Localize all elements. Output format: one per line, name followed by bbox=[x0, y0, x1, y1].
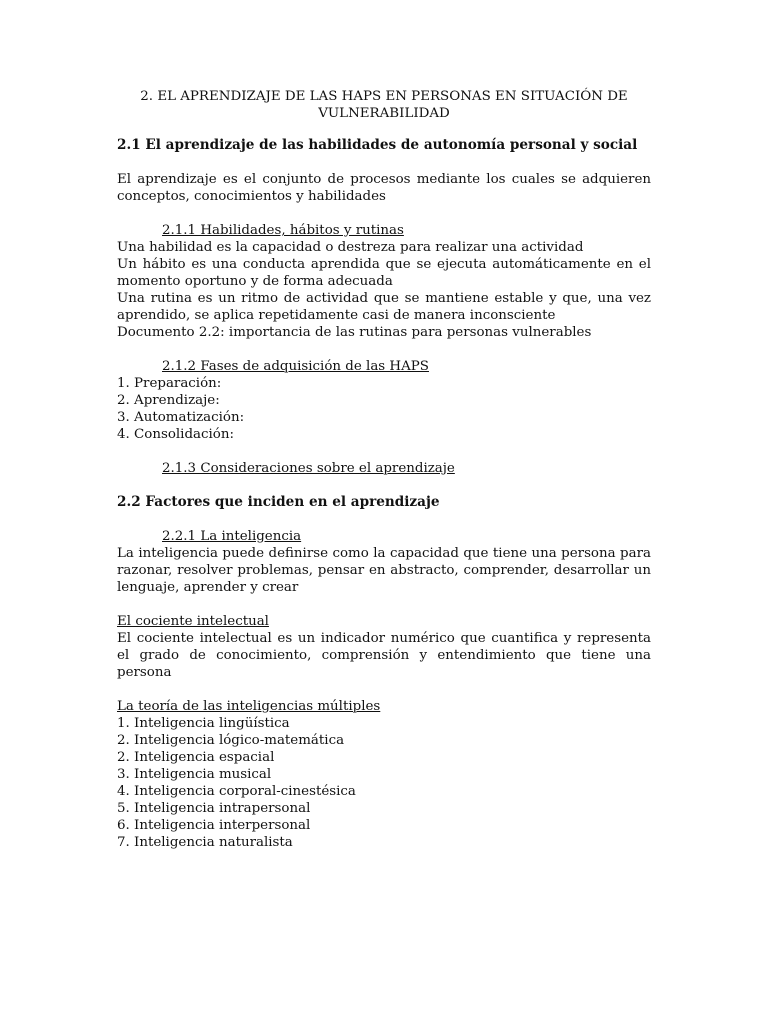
rutina-definition: Una rutina es un ritmo de actividad que se mantiene estable y que, una vez aprendido, se aplica repetidamente casi de manera inconsciente bbox=[117, 291, 651, 323]
list-item: 5. Inteligencia intrapersonal bbox=[117, 801, 311, 816]
section-2-1-intro: El aprendizaje es el conjunto de procesos mediante los cuales se adquieren conceptos, conocimientos y habilidades bbox=[117, 172, 651, 204]
subsection-2-1-1-heading: 2.1.1 Habilidades, hábitos y rutinas bbox=[162, 223, 404, 238]
documento-reference: Documento 2.2: importancia de las rutinas para personas vulnerables bbox=[117, 325, 592, 340]
list-item: 4. Consolidación: bbox=[117, 427, 234, 442]
inteligencias-multiples-heading: La teoría de las inteligencias múltiples bbox=[117, 699, 381, 714]
section-2-1-heading: 2.1 El aprendizaje de las habilidades de autonomía personal y social bbox=[117, 137, 638, 153]
cociente-intelectual-heading: El cociente intelectual bbox=[117, 614, 269, 629]
list-item: 6. Inteligencia interpersonal bbox=[117, 818, 311, 833]
list-item: 1. Inteligencia lingüística bbox=[117, 716, 290, 731]
section-2-2-heading: 2.2 Factores que inciden en el aprendizaje bbox=[117, 494, 440, 510]
inteligencia-definition: La inteligencia puede definirse como la capacidad que tiene una persona para razonar, resolver problemas, pensar en abstracto, comprender, desarrollar un lenguaje, aprender y crear bbox=[117, 546, 651, 595]
subsection-2-1-3-heading: 2.1.3 Consideraciones sobre el aprendizaje bbox=[162, 461, 455, 476]
list-item: 2. Inteligencia lógico-matemática bbox=[117, 733, 345, 748]
list-item: 3. Inteligencia musical bbox=[117, 767, 272, 782]
document-content bbox=[117, 88, 651, 851]
subsection-2-2-1-heading: 2.2.1 La inteligencia bbox=[162, 529, 302, 544]
cociente-intelectual-definition: El cociente intelectual es un indicador numérico que cuantifica y representa el grado de conocimiento, comprensión y entendimiento que tiene una persona bbox=[117, 631, 651, 680]
list-item: 3. Automatización: bbox=[117, 410, 245, 425]
habito-definition: Un hábito es una conducta aprendida que se ejecuta automáticamente en el momento oportuno y de forma adecuada bbox=[117, 257, 651, 289]
list-item: 2. Inteligencia espacial bbox=[117, 750, 275, 765]
list-item: 1. Preparación: bbox=[117, 376, 222, 391]
fases-list bbox=[117, 375, 651, 443]
inteligencias-list bbox=[117, 715, 651, 851]
subsection-2-1-2-heading: 2.1.2 Fases de adquisición de las HAPS bbox=[162, 359, 429, 374]
document-title: 2. EL APRENDIZAJE DE LAS HAPS EN PERSONAS EN SITUACIÓN DE VULNERABILIDAD bbox=[140, 89, 628, 121]
habilidad-definition: Una habilidad es la capacidad o destreza para realizar una actividad bbox=[117, 240, 584, 255]
list-item: 7. Inteligencia naturalista bbox=[117, 835, 293, 850]
list-item: 2. Aprendizaje: bbox=[117, 393, 220, 408]
list-item: 4. Inteligencia corporal-cinestésica bbox=[117, 784, 356, 799]
